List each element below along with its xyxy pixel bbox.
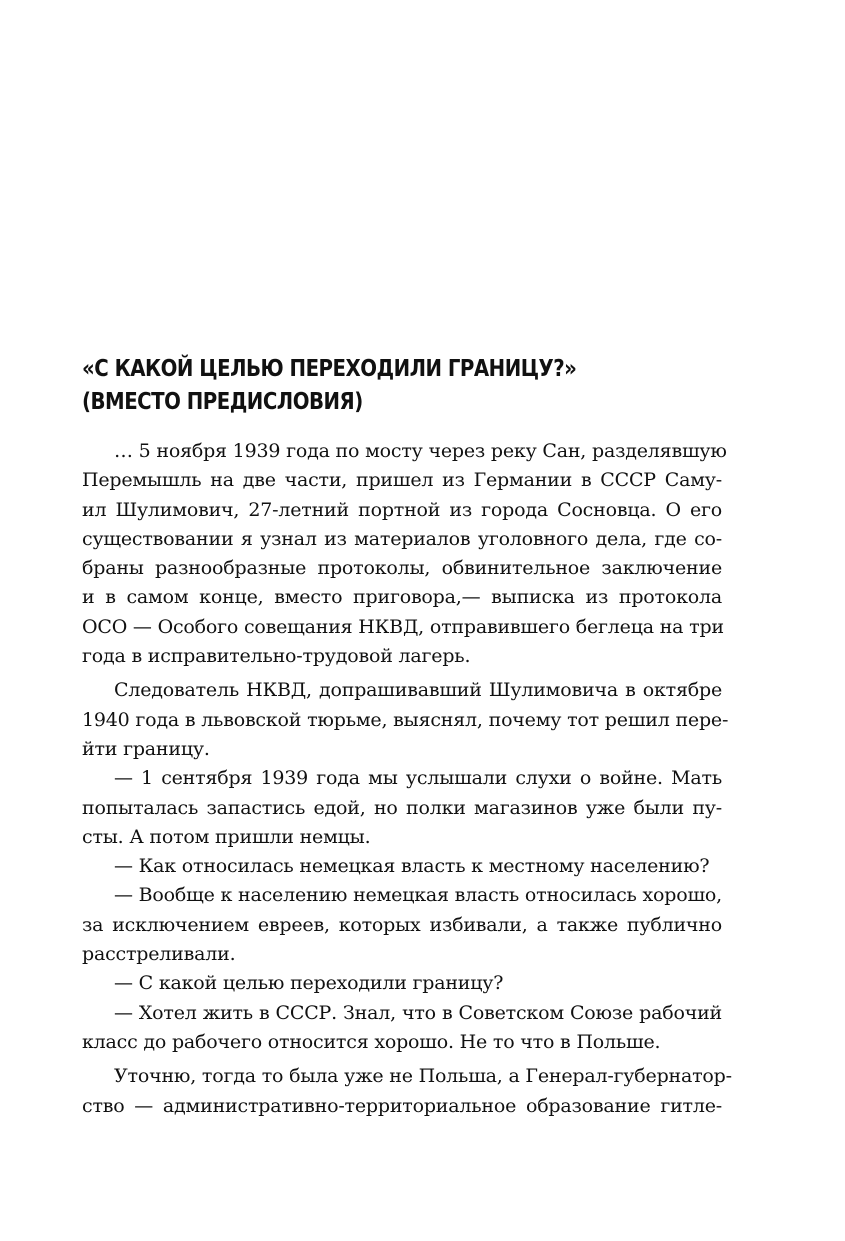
text-line: — 1 сентября 1939 года мы услышали слухи о войне. Мать	[114, 767, 722, 790]
paragraph-dialogue-5	[82, 999, 722, 1058]
paragraph-dialogue-1	[82, 764, 722, 852]
paragraph-dialogue-3	[82, 881, 722, 969]
text-line: сты. А потом пришли немцы.	[82, 825, 371, 848]
text-line: … 5 ноября 1939 года по мосту через реку Сан, разделявшую	[114, 440, 727, 462]
paragraph-clarification	[82, 1062, 732, 1121]
text-line: браны разнообразные протоколы, обвинительное заключение	[82, 557, 722, 580]
text-line: 1940 года в львовской тюрьме, выяснял, почему тот решил пере-	[82, 708, 729, 731]
text-line: — С какой целью переходили границу?	[114, 972, 504, 995]
text-line: йти границу.	[82, 737, 210, 760]
text-line: — Как относилась немецкая власть к местному населению?	[114, 855, 710, 878]
paragraph-dialogue-2	[82, 852, 722, 881]
text-line: расстреливали.	[82, 943, 236, 966]
text-line: — Хотел жить в СССР. Знал, что в Советском Союзе рабочий	[114, 1001, 722, 1024]
body-text	[82, 437, 732, 1121]
paragraph-dialogue-4	[82, 969, 722, 998]
text-line: попыталась запастись едой, но полки магазинов уже были пу-	[82, 796, 722, 819]
text-line: года в исправительно-трудовой лагерь.	[82, 645, 471, 668]
paragraph-intro	[82, 437, 727, 671]
text-line: Перемышль на две части, пришел из Германии в СССР Саму-	[82, 469, 722, 492]
text-line: существовании я узнал из материалов уголовного дела, где со-	[82, 527, 722, 550]
text-line: и в самом конце, вместо приговора,— выписка из протокола	[82, 586, 722, 609]
text-line: ил Шулимович, 27-летний портной из города Сосновца. О его	[82, 498, 722, 521]
text-line: ОСО — Особого совещания НКВД, отправившего беглеца на три	[82, 615, 724, 638]
text-line: за исключением евреев, которых избивали, а также публично	[82, 913, 722, 936]
text-line: класс до рабочего относится хорошо. Не то что в Польше.	[82, 1030, 661, 1053]
text-line: Уточню, тогда то была уже не Польша, а Генерал-губернатор-	[114, 1065, 732, 1088]
text-line: — Вообще к населению немецкая власть относилась хорошо,	[114, 884, 722, 907]
paragraph-investigator	[82, 676, 729, 764]
chapter-title	[82, 352, 620, 418]
chapter-title-line-1: «С КАКОЙ ЦЕЛЬЮ ПЕРЕХОДИЛИ ГРАНИЦУ?»	[82, 354, 577, 382]
chapter-title-line-2: (ВМЕСТО ПРЕДИСЛОВИЯ)	[82, 387, 363, 415]
text-line: Следователь НКВД, допрашивавший Шулимовича в октябре	[114, 679, 722, 702]
page-content	[82, 352, 732, 1117]
text-line: ство — административно-территориальное образование гитле-	[82, 1094, 722, 1117]
